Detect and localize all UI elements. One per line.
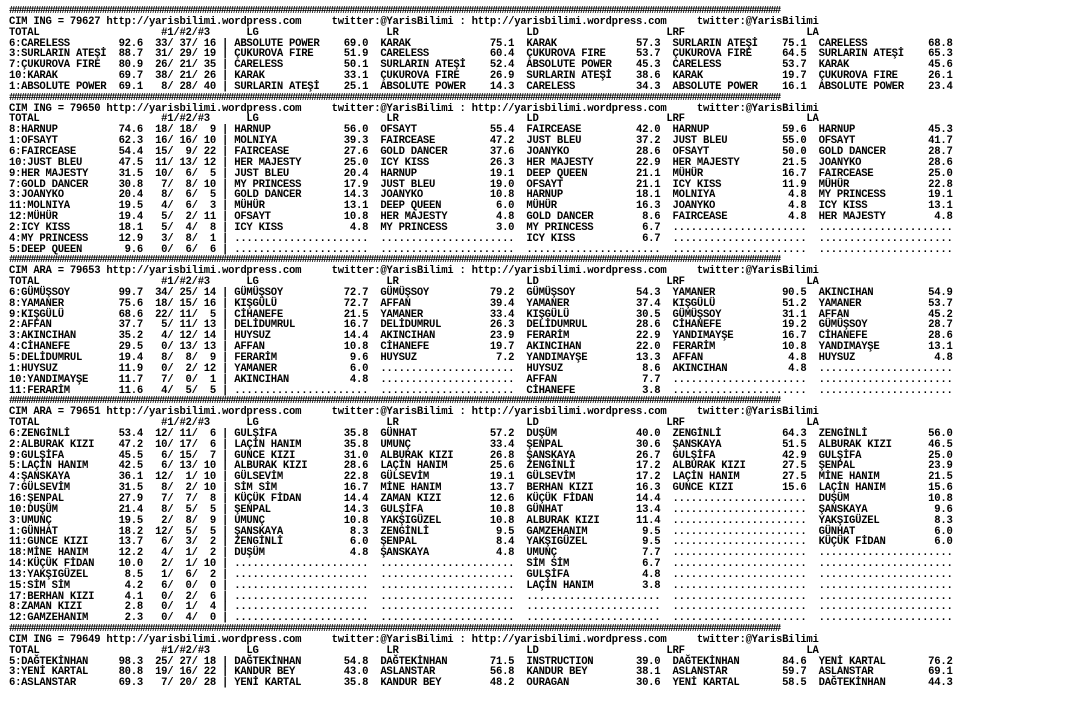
horse-row: 7:GÜLSEVİM 31.5 8/ 2/ 10 | SİM SİM 16.7 MİNE HANIM 13.7 BERHAN KIZI 16.3 GUNCE KIZI 15.6 LAÇİN HANIM 15.6	[9, 482, 953, 495]
race-section	[9, 255, 1071, 396]
horse-row: 5:DAĞTEKİNHAN 98.3 25/ 27/ 18 | DAĞTEKİNHAN 54.8 DAĞTEKİNHAN 71.5 INSTRUCTION 39.0 DAĞTEKİNHAN 84.6 YENİ KARTAL 76.2	[9, 655, 953, 668]
horse-row: 7:GOLD DANCER 30.8 7/ 8/ 10 | MY PRINCESS 17.9 JUST BLEU 19.0 OFSAYT 21.1 ICY KISS 11.9 MÜHÜR 22.8	[9, 178, 953, 191]
horse-row: 3:JOANYKO 20.4 8/ 6/ 5 | GOLD DANCER 14.3 JOANYKO 10.8 HARNUP 18.1 MOLNIYA 4.8 MY PRINCESS 19.1	[9, 189, 953, 202]
horse-row: 9:KIŞGÜLÜ 68.6 22/ 11/ 5 | CİHANEFE 21.5 YAMANER 33.4 KIŞGÜLÜ 30.5 GÜMÜŞSOY 31.1 AFFAN 45.2	[9, 308, 953, 321]
horse-row: 6:FAIRCEASE 54.4 15/ 9/ 22 | FAIRCEASE 27.6 GOLD DANCER 37.6 JOANYKO 28.6 OFSAYT 50.0 GOLD DANCER 28.7	[9, 145, 953, 158]
horse-row: 6:ASLANSTAR 69.3 7/ 20/ 28 | YENİ KARTAL 35.8 KANDUR BEY 48.2 OURAGAN 30.6 YENİ KARTAL 58.5 DAĞTEKİNHAN 44.3	[9, 677, 953, 690]
horse-row: 17:BERHAN KIZI 4.1 0/ 2/ 6 | ...................... ...................... ...................... ...................... ......................	[9, 590, 953, 603]
horse-row: 10:KARAK 69.7 38/ 21/ 26 | KARAK 33.1 ÇUKUROVA FIRE 26.9 SURLARIN ATEŞİ 38.6 KARAK 19.7 ÇUKUROVA FIRE 26.1	[9, 70, 953, 83]
horse-row: 11:MOLNIYA 19.5 4/ 6/ 3 | MÜHÜR 13.1 DEEP QUEEN 6.0 MÜHÜR 16.3 JOANYKO 4.8 ICY KISS 13.1	[9, 200, 953, 213]
horse-row: 6:GÜMÜŞSOY 99.7 34/ 25/ 14 | GÜMÜŞSOY 72.7 GÜMÜŞSOY 79.2 GÜMÜŞSOY 54.3 YAMANER 90.5 AKINCIHAN 54.9	[9, 286, 953, 299]
horse-row: 9:HER MAJESTY 31.5 10/ 6/ 5 | JUST BLEU 20.4 HARNUP 19.1 DEEP QUEEN 21.1 MÜHÜR 16.7 FAIRCEASE 25.0	[9, 167, 953, 180]
column-header: TOTAL #1/#2/#3 LG LR LD LRF LA	[9, 26, 819, 39]
separator-line: ##################################################################################################################################################################	[9, 624, 780, 635]
horse-row: 4:CİHANEFE 29.5 0/ 13/ 13 | AFFAN 10.8 CİHANEFE 19.7 AKINCIHAN 22.0 FERARİM 10.8 YANDIMAYŞE 13.1	[9, 341, 953, 354]
separator-line: ##################################################################################################################################################################	[9, 396, 780, 408]
horse-row: 10:JUST BLEU 47.5 11/ 13/ 12 | HER MAJESTY 25.0 ICY KISS 26.3 HER MAJESTY 22.9 HER MAJESTY 21.5 JOANYKO 28.6	[9, 156, 953, 169]
horse-row: 1:OFSAYT 62.3 16/ 16/ 10 | MOLNIYA 39.3 FAIRCEASE 47.2 JUST BLEU 37.2 JUST BLEU 55.0 OFSAYT 41.7	[9, 135, 953, 148]
horse-row: 7:ÇUKUROVA FIRE 80.9 26/ 21/ 35 | CARELESS 50.1 SURLARIN ATEŞİ 52.4 ABSOLUTE POWER 45.3 CARELESS 53.7 KARAK 45.6	[9, 59, 953, 72]
horse-row: 4:MY PRINCESS 12.9 3/ 8/ 1 | ...................... ...................... ICY KISS 6.7 ...................... ......................	[9, 232, 953, 245]
horse-row: 6:CARELESS 92.6 33/ 37/ 16 | ABSOLUTE POWER 69.0 KARAK 75.1 KARAK 57.3 SURLARIN ATEŞİ 75.1 CARELESS 68.8	[9, 37, 953, 50]
horse-row: 11:FERARİM 11.6 4/ 5/ 5 | ...................... ...................... CİHANEFE 3.8 ...................... ......................	[9, 384, 953, 397]
horse-row: 1:GÜNHAT 18.2 12/ 5/ 5 | ŞANSKAYA 8.3 ZENGİNLİ 9.5 GAMZEHANIM 9.5 ...................... GÜNHAT 6.0	[9, 525, 953, 538]
horse-row: 2:AFFAN 37.7 5/ 11/ 13 | DELİDUMRUL 16.7 DELİDUMRUL 26.3 DELİDUMRUL 28.6 CİHANEFE 19.2 GÜMÜŞSOY 28.7	[9, 319, 953, 332]
horse-row: 16:ŞENPAL 27.9 7/ 7/ 8 | KÜÇÜK FİDAN 14.4 ZAMAN KIZI 12.6 KÜÇÜK FİDAN 14.4 ...................... DUŞÜM 10.8	[9, 492, 953, 505]
horse-row: 3:YENİ KARTAL 80.8 19/ 16/ 22 | KANDUR BEY 43.0 ASLANSTAR 56.8 KANDUR BEY 38.1 ASLANSTAR 59.7 ASLANSTAR 69.1	[9, 666, 953, 679]
racing-stats-document	[9, 6, 1071, 710]
horse-row: 2:ICY KISS 18.1 5/ 4/ 8 | ICY KISS 4.8 MY PRINCESS 3.0 MY PRINCESS 6.7 ...................... ......................	[9, 221, 953, 234]
horse-row: 3:AKINCIHAN 35.2 4/ 12/ 14 | HUYSUZ 14.4 AKINCIHAN 23.9 FERARİM 22.9 YANDIMAYŞE 16.7 CİHANEFE 28.6	[9, 330, 953, 343]
horse-row: 8:HARNUP 74.6 18/ 18/ 9 | HARNUP 56.0 OFSAYT 55.4 FAIRCEASE 42.0 HARNUP 59.6 HARNUP 45.3	[9, 124, 953, 137]
column-header: TOTAL #1/#2/#3 LG LR LD LRF LA	[9, 417, 819, 430]
horse-row: 8:YAMANER 75.6 18/ 15/ 16 | KIŞGÜLÜ 72.7 AFFAN 39.4 YAMANER 37.4 KIŞGÜLÜ 51.2 YAMANER 53.7	[9, 297, 953, 310]
separator-line: ##################################################################################################################################################################	[9, 6, 780, 17]
horse-row: 9:GULŞİFA 45.5 6/ 15/ 7 | GUNCE KIZI 31.0 ALBURAK KIZI 26.8 ŞANSKAYA 26.7 GULŞİFA 42.9 GULŞİFA 25.0	[9, 449, 953, 462]
race-header: CIM ING = 79650 http://yarisbilimi.wordpress.com twitter:@YarisBilimi : http://yarisbilimi.wordpress.com twitter:@YarisBilimi	[9, 102, 819, 115]
horse-row: 5:DELİDUMRUL 19.4 8/ 8/ 9 | FERARİM 9.6 HUYSUZ 7.2 YANDIMAYŞE 13.3 AFFAN 4.8 HUYSUZ 4.8	[9, 352, 953, 364]
horse-row: 1:HUYSUZ 11.9 0/ 2/ 12 | YAMANER 6.0 ...................... HUYSUZ 8.6 AKINCIHAN 4.8 ......................	[9, 362, 953, 375]
horse-row: 10:YANDIMAYŞE 11.7 7/ 0/ 1 | AKINCIHAN 4.8 ...................... AFFAN 7.7 ...................... ......................	[9, 373, 953, 386]
horse-row: 12:GAMZEHANIM 2.3 0/ 4/ 0 | ...................... ...................... ...................... ...................... ......................	[9, 612, 953, 625]
race-header: CIM ARA = 79651 http://yarisbilimi.wordpress.com twitter:@YarisBilimi : http://yarisbilimi.wordpress.com twitter:@YarisBilimi	[9, 406, 819, 419]
column-header: TOTAL #1/#2/#3 LG LR LD LRF LA	[9, 276, 819, 289]
race-header: CIM ING = 79649 http://yarisbilimi.wordpress.com twitter:@YarisBilimi : http://yarisbilimi.wordpress.com twitter:@YarisBilimi	[9, 633, 819, 646]
horse-row: 1:ABSOLUTE POWER 69.1 8/ 28/ 40 | SURLARIN ATEŞİ 25.1 ABSOLUTE POWER 14.3 CARELESS 34.3 ABSOLUTE POWER 16.1 ABSOLUTE POWER 23.4	[9, 80, 953, 93]
horse-row: 12:MÜHÜR 19.4 5/ 2/ 11 | OFSAYT 10.8 HER MAJESTY 4.8 GOLD DANCER 8.6 FAIRCEASE 4.8 HER MAJESTY 4.8	[9, 211, 953, 224]
race-section	[9, 6, 1071, 93]
column-header: TOTAL #1/#2/#3 LG LR LD LRF LA	[9, 113, 819, 126]
race-section	[9, 396, 1071, 624]
race-header: CIM ARA = 79653 http://yarisbilimi.wordpress.com twitter:@YarisBilimi : http://yarisbilimi.wordpress.com twitter:@YarisBilimi	[9, 265, 819, 278]
separator-line: ##################################################################################################################################################################	[9, 92, 780, 104]
horse-row: 3:SURLARIN ATEŞİ 88.7 31/ 29/ 19 | ÇUKUROVA FIRE 51.9 CARELESS 60.4 ÇUKUROVA FIRE 53.7 ÇUKUROVA FIRE 64.5 SURLARIN ATEŞİ 65.3	[9, 48, 953, 61]
horse-row: 2:ALBURAK KIZI 47.2 10/ 17/ 6 | LAÇİN HANIM 35.8 UMUNÇ 33.4 ŞENPAL 30.6 ŞANSKAYA 51.5 ALBURAK KIZI 46.5	[9, 438, 953, 451]
race-header: CIM ING = 79627 http://yarisbilimi.wordpress.com twitter:@YarisBilimi : http://yarisbilimi.wordpress.com twitter:@YarisBilimi	[9, 15, 819, 28]
horse-row: 5:LAÇİN HANIM 42.5 6/ 13/ 10 | ALBURAK KIZI 28.6 LAÇİN HANIM 25.6 ZENGİNLİ 17.2 ALBURAK KIZI 27.5 ŞENPAL 23.9	[9, 460, 953, 473]
horse-row: 13:YAKŞIGÜZEL 8.5 1/ 6/ 2 | ...................... ...................... GULŞİFA 4.8 ...................... ......................	[9, 568, 953, 581]
horse-row: 6:ZENGİNLİ 53.4 12/ 11/ 6 | GULŞİFA 35.8 GÜNHAT 57.2 DUŞÜM 40.0 ZENGİNLİ 64.3 ZENGİNLİ 56.0	[9, 427, 953, 440]
horse-row: 3:UMUNÇ 19.5 2/ 8/ 9 | UMUNÇ 10.8 YAKŞIGÜZEL 10.8 ALBURAK KIZI 11.4 ...................... YAKŞIGÜZEL 8.3	[9, 514, 953, 527]
race-section	[9, 93, 1071, 256]
race-section	[9, 624, 1071, 689]
horse-row: 8:ZAMAN KIZI 2.8 0/ 1/ 4 | ...................... ...................... ...................... ...................... ......................	[9, 601, 953, 614]
separator-line: ##################################################################################################################################################################	[9, 255, 780, 267]
horse-row: 14:KÜÇÜK FİDAN 10.0 2/ 1/ 10 | ...................... ...................... SİM SİM 6.7 ...................... ......................	[9, 558, 953, 571]
horse-row: 18:MİNE HANIM 12.2 4/ 1/ 2 | DUŞÜM 4.8 ŞANSKAYA 4.8 UMUNÇ 7.7 ...................... ......................	[9, 547, 953, 560]
column-header: TOTAL #1/#2/#3 LG LR LD LRF LA	[9, 644, 819, 657]
horse-row: 11:GUNCE KIZI 13.7 6/ 3/ 2 | ZENGİNLİ 6.0 ŞENPAL 8.4 YAKŞIGÜZEL 9.5 ...................... KÜÇÜK FİDAN 6.0	[9, 536, 953, 549]
horse-row: 5:DEEP QUEEN 9.6 0/ 6/ 6 | ...................... ...................... ...................... ...................... ......................	[9, 243, 953, 256]
horse-row: 4:ŞANSKAYA 36.1 12/ 1/ 10 | GÜLSEVİM 22.8 GÜLSEVİM 19.1 GÜLSEVİM 17.2 LAÇİN HANIM 27.5 MİNE HANIM 21.5	[9, 471, 953, 484]
horse-row: 10:DUŞÜM 21.4 8/ 5/ 5 | ŞENPAL 14.3 GULŞİFA 10.8 GÜNHAT 13.4 ...................... ŞANSKAYA 9.6	[9, 503, 953, 516]
horse-row: 15:SİM SİM 4.2 6/ 0/ 0 | ...................... ...................... LAÇİN HANIM 3.8 ...................... ......................	[9, 579, 953, 592]
